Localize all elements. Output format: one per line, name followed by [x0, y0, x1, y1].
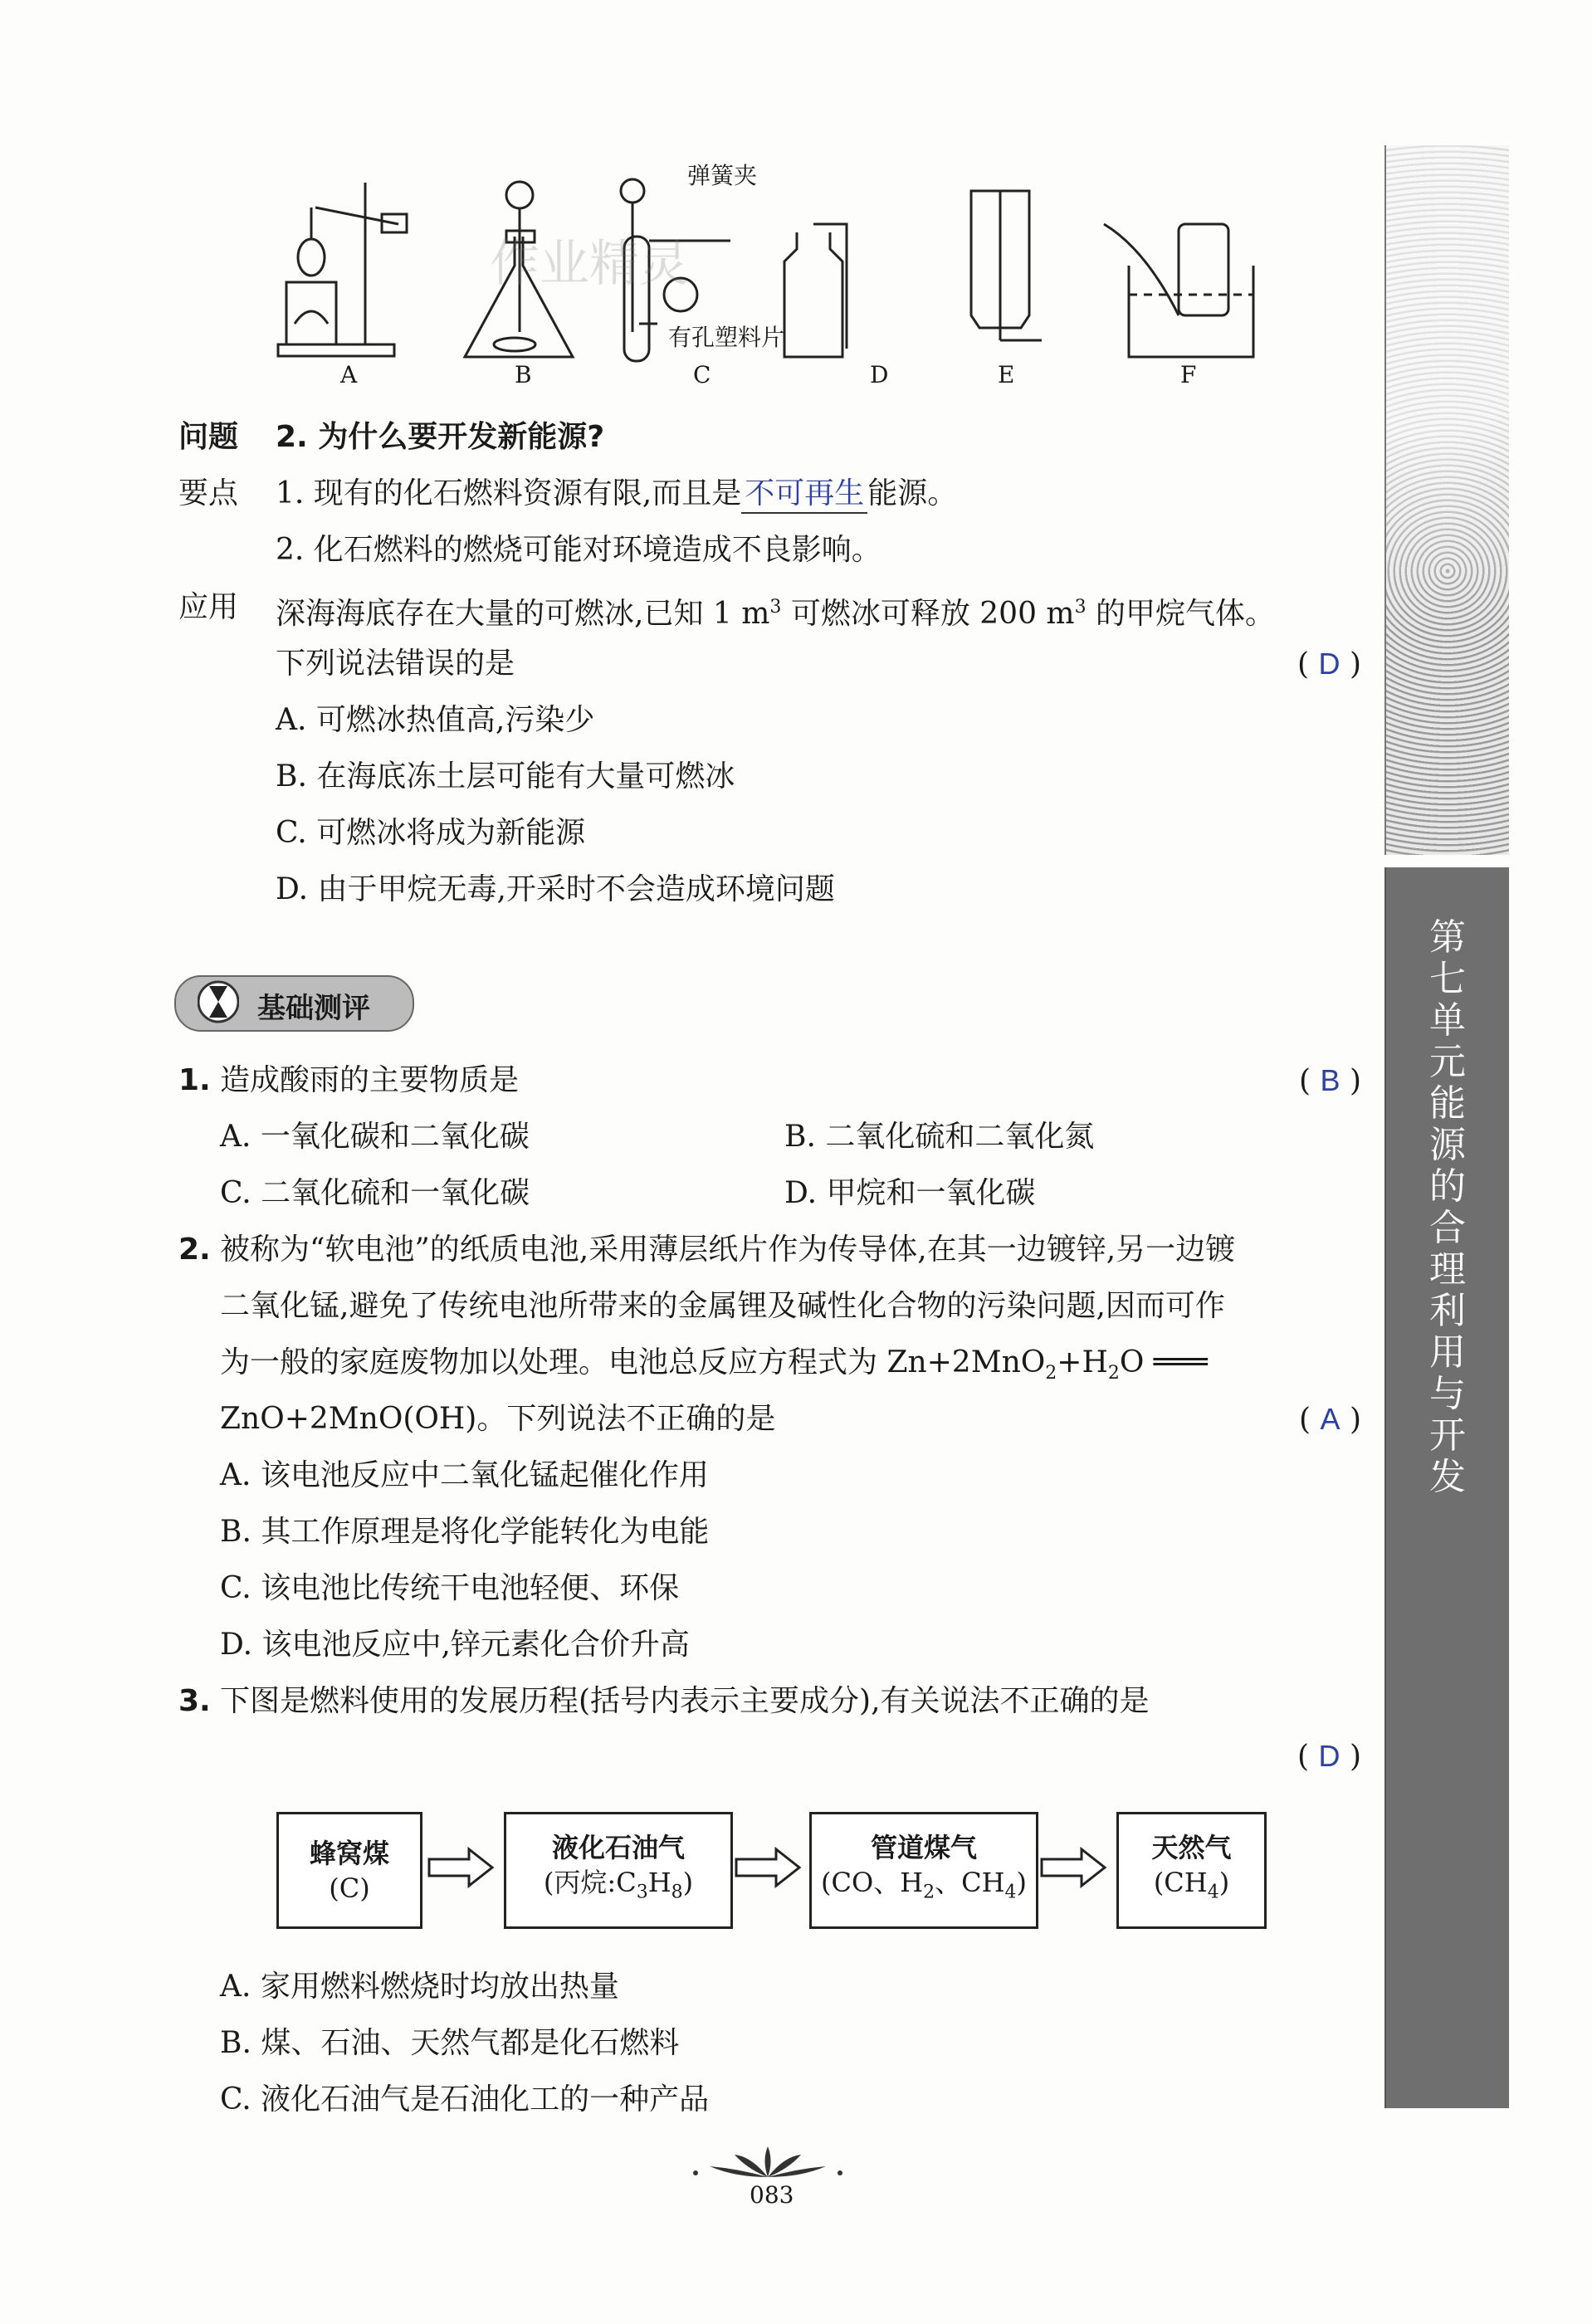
flow-formula-b: 、CH	[935, 1867, 1005, 1899]
flow-formula	[812, 1865, 1036, 1910]
q2-line-4: ZnO+2MnO(OH)。下列说法不正确的是	[220, 1402, 776, 1436]
answer-q2b	[1253, 1401, 1361, 1438]
perforated-plate-label: 有孔塑料片	[668, 324, 785, 351]
page-number: 083	[750, 2181, 794, 2209]
q2-option-a: A. 该电池反应中二氧化锰起催化作用	[220, 1458, 709, 1492]
q2-option-b: B. 其工作原理是将化学能转化为电能	[220, 1515, 710, 1549]
flow-name: 管道煤气	[870, 1832, 977, 1864]
flow-formula-b: H	[647, 1867, 671, 1899]
flow-formula-c: )	[1218, 1867, 1230, 1899]
sup-3: 3	[769, 597, 782, 618]
flow-box-honeycomb-coal	[276, 1812, 422, 1929]
application-label: 应用	[178, 590, 239, 624]
answer-q3	[1253, 1738, 1361, 1775]
answer-letter: D	[1318, 1739, 1341, 1773]
flow-formula: (C)	[329, 1872, 370, 1904]
flow-arrow-3	[1040, 1847, 1108, 1888]
key-point-2: 2. 化石燃料的燃烧可能对环境造成不良影响。	[276, 533, 881, 567]
flow-formula	[1119, 1865, 1264, 1910]
application-stem-2: 下列说法错误的是	[276, 647, 515, 681]
q3-number: 3.	[178, 1684, 211, 1718]
answer-letter: B	[1320, 1063, 1341, 1097]
q1-option-b: B. 二氧化硫和二氧化氮	[784, 1120, 1095, 1154]
answer-q1	[1253, 1062, 1361, 1100]
q2-option-d: D. 该电池反应中,锌元素化合价升高	[220, 1628, 690, 1662]
flow-formula-c: )	[1016, 1867, 1027, 1899]
paren-open: (	[1298, 1403, 1311, 1437]
q2-line3-a: 为一般的家庭废物加以处理。电池总反应方程式为 Zn+2MnO	[220, 1345, 1046, 1379]
q2-line-2: 二氧化锰,避免了传统电池所带来的金属锂及碱性化合物的污染问题,因而可作	[220, 1289, 1225, 1323]
option-b: B. 在海底冻土层可能有大量可燃冰	[276, 759, 735, 793]
label-b: B	[515, 361, 532, 388]
flow-arrow-2	[735, 1847, 803, 1888]
sub-4: 4	[1207, 1882, 1219, 1903]
q3-option-c: C. 液化石油气是石油化工的一种产品	[220, 2082, 710, 2116]
q1-option-d: D. 甲烷和一氧化碳	[784, 1176, 1036, 1210]
label-d: D	[870, 361, 889, 388]
q1-option-c: C. 二氧化硫和一氧化碳	[220, 1176, 530, 1210]
label-e: E	[998, 361, 1015, 388]
flow-formula	[506, 1865, 730, 1910]
paren-close: )	[1349, 1064, 1361, 1098]
flow-box-natural-gas	[1116, 1812, 1267, 1929]
key-points-label: 要点	[178, 476, 239, 510]
answer-q2	[1253, 646, 1361, 683]
key-point-1	[276, 476, 957, 514]
key-point-1-prefix: 1. 现有的化石燃料资源有限,而且是	[276, 476, 742, 510]
q2-number: 2.	[178, 1233, 211, 1267]
sup-3: 3	[1074, 597, 1087, 618]
answer-letter: A	[1320, 1402, 1341, 1436]
sidebar-decoration	[1384, 145, 1509, 855]
apply-part-a: 深海海底存在大量的可燃冰,已知 1 m	[276, 597, 770, 631]
paren-open: (	[1297, 647, 1310, 681]
option-a: A. 可燃冰热值高,污染少	[276, 703, 595, 737]
question-title: 2. 为什么要开发新能源?	[276, 420, 605, 454]
option-d: D. 由于甲烷无毒,开采时不会造成环境问题	[276, 872, 835, 906]
q2-line3-b: +H	[1057, 1345, 1108, 1379]
q2-line3-c: O ═══	[1119, 1345, 1208, 1379]
q1-option-a: A. 一氧化碳和二氧化碳	[220, 1120, 530, 1154]
flow-formula-a: (丙烷:C	[543, 1867, 637, 1899]
q3-option-b: B. 煤、石油、天然气都是化石燃料	[220, 2026, 680, 2060]
paren-close: )	[1349, 647, 1361, 681]
question-label: 问题	[178, 420, 239, 454]
flow-name: 天然气	[1151, 1832, 1232, 1864]
unit-title: 第七单元 能源的合理利用与开发	[1429, 916, 1466, 1498]
q2-line-1: 被称为“软电池”的纸质电池,采用薄层纸片作为传导体,在其一边镀锌,另一边镀	[220, 1233, 1236, 1267]
ornament-icon	[681, 2140, 855, 2181]
spring-clip-label: 弹簧夹	[687, 162, 758, 189]
watermark: 作业精灵	[490, 235, 689, 293]
sub-2: 2	[1107, 1363, 1120, 1384]
sub-8: 8	[671, 1882, 683, 1903]
q3-option-a: A. 家用燃料燃烧时均放出热量	[220, 1970, 619, 2004]
apply-part-c: 的甲烷气体。	[1086, 597, 1276, 631]
answer-letter: D	[1318, 647, 1341, 681]
label-a: A	[340, 361, 358, 388]
flow-box-piped-gas	[809, 1812, 1038, 1929]
label-f: F	[1180, 361, 1197, 388]
q2-line-3	[220, 1345, 1208, 1392]
label-c: C	[693, 361, 711, 388]
flow-formula-a: (CO、H	[820, 1867, 924, 1899]
flow-arrow-1	[427, 1847, 496, 1888]
paren-close: )	[1349, 1740, 1361, 1774]
hourglass-icon	[198, 971, 239, 1033]
q1-number: 1.	[178, 1063, 211, 1097]
paren-open: (	[1298, 1064, 1311, 1098]
flow-formula-c: )	[682, 1867, 694, 1899]
application-stem-1	[276, 589, 1275, 632]
apparatus-figure	[266, 158, 1262, 398]
sub-2: 2	[923, 1882, 935, 1903]
key-point-1-blank: 不可再生	[741, 476, 867, 514]
sub-3: 3	[636, 1882, 648, 1903]
paren-open: (	[1297, 1740, 1310, 1774]
key-point-1-suffix: 能源。	[867, 476, 958, 510]
section-title: 基础测评	[257, 992, 370, 1025]
flow-name: 蜂窝煤	[309, 1837, 389, 1869]
sub-2: 2	[1045, 1363, 1057, 1384]
paren-close: )	[1349, 1403, 1361, 1437]
sub-4: 4	[1004, 1882, 1017, 1903]
flow-box-lpg	[504, 1812, 733, 1929]
option-c: C. 可燃冰将成为新能源	[276, 816, 586, 850]
q2-option-c: C. 该电池比传统干电池轻便、环保	[220, 1571, 680, 1605]
flow-name: 液化石油气	[551, 1832, 685, 1864]
q1-stem: 造成酸雨的主要物质是	[220, 1063, 520, 1097]
q3-stem: 下图是燃料使用的发展历程(括号内表示主要成分),有关说法不正确的是	[220, 1684, 1150, 1718]
flow-formula-a: (CH	[1153, 1867, 1208, 1899]
apply-part-b: 可燃冰可释放 200 m	[781, 597, 1075, 631]
